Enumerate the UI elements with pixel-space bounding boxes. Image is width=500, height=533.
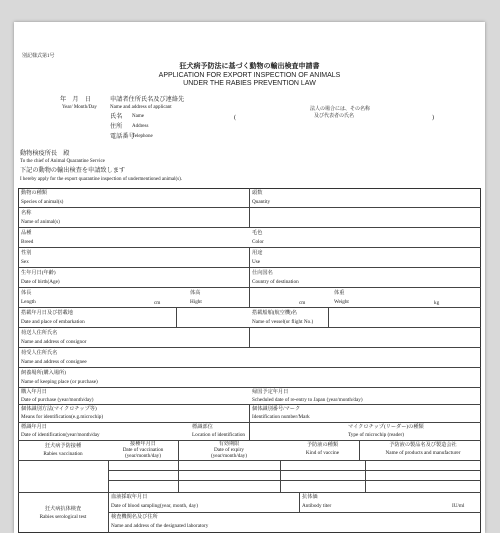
species-label-jp: 動物の種類	[21, 190, 47, 196]
expiry-label-en2: (year/month/day)	[210, 453, 247, 459]
ident-date-label-en: Date of identification(year/month/day	[21, 432, 100, 438]
addressee-en: To the chief of Animal Quarantine Service	[20, 159, 105, 164]
name-label-en: Name	[132, 114, 144, 119]
ident-number-label-en: Identification number/Mark	[252, 414, 310, 420]
vacc-date-label-en2: (year/month/day)	[124, 453, 161, 459]
row-line	[108, 512, 481, 513]
application-form-page	[14, 22, 485, 533]
consignor-label-jp: 荷送人住所氏名	[21, 330, 58, 336]
length-unit: cm	[154, 300, 161, 306]
vaccination-label-en: Rabies vaccination	[43, 451, 83, 457]
animal-name-label-jp: 名称	[21, 210, 32, 216]
tel-label-jp: 電話番号	[110, 133, 135, 140]
corporate-note-line2: 及び代表者の氏名	[314, 114, 355, 119]
vaccination-label-jp: 狂犬病予防接種	[44, 443, 82, 449]
use-label-en: Use	[252, 259, 261, 265]
blood-date-label-en: Date of blood sampling(year, month, day)	[111, 503, 198, 509]
col-line	[178, 460, 179, 492]
breed-label-jp: 品種	[21, 230, 32, 236]
row-line	[18, 460, 481, 461]
lab-label-jp: 検査機関名及び住所	[111, 514, 158, 520]
col-line	[249, 327, 250, 347]
col-line	[280, 460, 281, 492]
tel-label-en: Telephone	[132, 134, 153, 139]
consignee-label-jp: 荷受人住所氏名	[21, 350, 58, 356]
paren-open: (	[234, 114, 237, 121]
blood-date-label-jp: 血液採取年月日	[111, 494, 148, 500]
request-en: I hereby apply for the export quarantine inspection of undermentioned animal(s).	[20, 177, 183, 182]
row-line	[18, 347, 481, 348]
vacc-date-label-jp: 接種年月日	[130, 441, 156, 447]
height-label-jp: 体高	[190, 290, 201, 296]
col-line	[299, 492, 300, 512]
product-label-en: Name of products and manufacturer	[385, 450, 461, 456]
row-line	[108, 470, 481, 471]
title-english-line2: UNDER THE RABIES PREVENTION LAW	[183, 80, 316, 87]
col-line	[249, 404, 250, 440]
dob-label-en: Date of birth(Age)	[21, 279, 60, 285]
vessel-label-jp: 搭載船舶(航空機)名	[252, 310, 297, 316]
antibody-unit: IU/ml	[452, 503, 465, 509]
col-line	[328, 307, 329, 327]
height-label-en: Hight	[190, 299, 202, 305]
address-label-jp: 住所	[110, 123, 123, 130]
corporate-note-line1: 法人の場合には、その名称	[310, 107, 371, 112]
request-jp: 下記の動物の輸出検査を申請致します	[20, 167, 126, 174]
ident-location-label-jp: 標識部位	[192, 424, 213, 430]
address-label-en: Address	[132, 124, 149, 129]
details-table	[18, 188, 481, 533]
keeping-label-en: Name of keeping place (or purchase)	[21, 379, 98, 385]
animal-name-label-en: Name of animal(s)	[21, 219, 60, 225]
reentry-label-jp: 帰国予定年月日	[252, 389, 289, 395]
col-line	[249, 188, 250, 228]
antibody-label-jp: 抗体価	[302, 494, 318, 500]
keeping-label-jp: 飼養場所(購入場所)	[21, 370, 66, 376]
date-label-jp: 年 月 日	[60, 96, 91, 103]
date-label-en: Year/ Month/Day	[62, 105, 97, 110]
use-label-jp: 用途	[252, 250, 263, 256]
reentry-label-en: Scheduled date of re-entry to Japan (year/month/day)	[252, 397, 363, 403]
purchase-label-en: Date of purchase (year/month/day)	[21, 397, 94, 403]
serology-label-jp: 狂犬病抗体検査	[44, 506, 82, 512]
vaccine-kind-label-en: Kind of vaccine	[305, 450, 340, 456]
paren-close: )	[432, 114, 435, 121]
vessel-label-en: Name of vessel(or flight No.)	[252, 319, 314, 325]
weight-unit: kg	[434, 300, 440, 306]
purchase-label-jp: 購入年月日	[21, 389, 47, 395]
ident-number-label-jp: 個体識別番号/マーク	[252, 406, 301, 412]
ident-location-label-en: Location of identification	[192, 432, 246, 438]
quantity-label-en: Quantity	[252, 199, 271, 205]
length-label-en: Length	[21, 299, 36, 305]
expiry-label-jp: 有効期限	[218, 441, 240, 447]
vaccine-kind-label-jp: 予防液の種類	[306, 442, 339, 448]
title-japanese: 狂犬病予防法に基づく動物の輸出検査申請書	[179, 62, 320, 70]
color-label-en: Color	[252, 239, 264, 245]
embark-label-jp: 搭載年月日及び搭載地	[21, 310, 73, 316]
weight-label-jp: 体重	[334, 290, 345, 296]
expiry-label-en1: Date of expiry	[214, 447, 244, 453]
weight-label-en: Weight	[334, 299, 349, 305]
species-label-en: Species of animal(s)	[21, 199, 64, 205]
quantity-label-jp: 頭数	[252, 190, 263, 196]
ident-method-label-jp: 個体識別方法(マイクロチップ等)	[21, 406, 97, 412]
row-line	[108, 480, 481, 481]
product-label-jp: 予防液の製品名及び製造会社	[389, 442, 457, 448]
lab-label-en: Name and address of the designated laboratory	[111, 523, 209, 529]
col-line	[365, 460, 366, 492]
ident-date-label-jp: 標識年月日	[21, 424, 47, 430]
consignee-label-en: Name and address of consignee	[21, 359, 87, 365]
col-line	[249, 247, 250, 307]
dob-label-jp: 生年月日(年齢)	[21, 270, 56, 276]
addressee-jp: 動物検疫所長 殿	[20, 150, 70, 157]
row-line	[18, 387, 481, 388]
form-number: 別記様式第1号	[22, 54, 55, 59]
destination-label-jp: 仕向国名	[252, 270, 273, 276]
name-label-jp: 氏名	[110, 113, 123, 120]
antibody-label-en: Antibody titer	[302, 503, 332, 509]
applicant-label-en: Name and address of applicant	[110, 105, 172, 110]
applicant-label-jp: 申請者住所氏名及び連絡先	[110, 96, 185, 103]
destination-label-en: Country of destination	[252, 279, 299, 285]
row-line	[18, 367, 481, 368]
consignor-label-en: Name and address of consignor	[21, 339, 87, 345]
height-unit: cm	[299, 300, 306, 306]
ident-method-label-en: Means for identification(e.g.microchip)	[21, 414, 104, 420]
row-line	[18, 492, 481, 493]
chip-type-label-en: Type of microchip (reader)	[348, 432, 404, 438]
title-english-line1: APPLICATION FOR EXPORT INSPECTION OF ANIMALS	[158, 72, 341, 79]
length-label-jp: 体長	[21, 290, 32, 296]
sex-label-en: Sex	[21, 259, 29, 265]
sex-label-jp: 性別	[21, 250, 32, 256]
serology-label-en: Rabies serological test	[39, 514, 87, 520]
breed-label-en: Breed	[21, 239, 34, 245]
color-label-jp: 毛色	[252, 230, 263, 236]
col-line	[108, 460, 109, 533]
row-line	[18, 307, 481, 308]
col-line	[176, 307, 177, 327]
embark-label-en: Date and place of embarkation	[21, 319, 85, 325]
chip-type-label-jp: マイクロチップ(リーダー)の種類	[348, 424, 424, 430]
vacc-date-label-en1: Date of vaccination	[122, 447, 164, 453]
